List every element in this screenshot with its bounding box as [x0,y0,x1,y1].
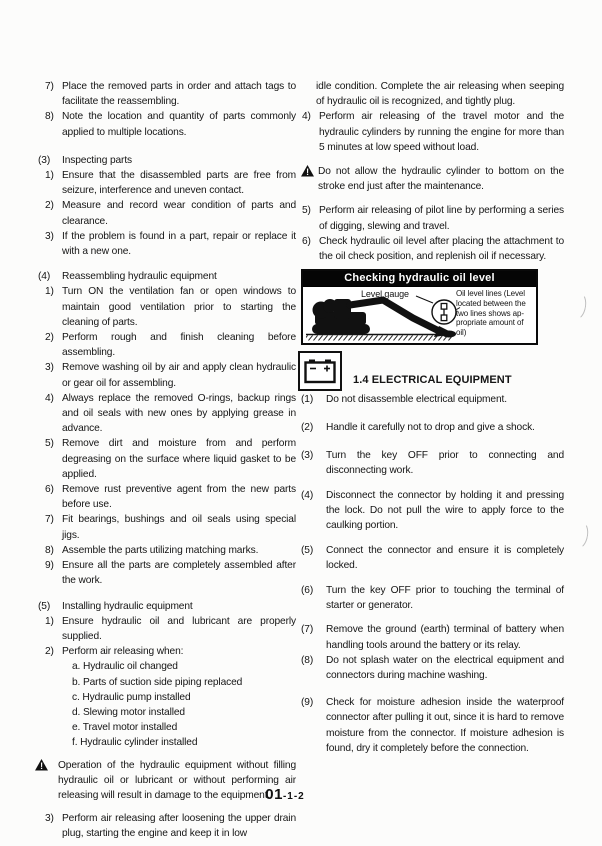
list-item [38,512,296,542]
item-text: Remove the ground (earth) terminal of battery when handling tools around the battery or its relay. [326,624,564,651]
item-number: 7) [45,81,54,92]
item-text: Remove rust preventive agent from the new parts before use. [62,484,296,511]
item-text: Perform rough and finish cleaning before assembling. [62,332,296,359]
item-number: (2) [301,422,314,434]
item-text: Assemble the parts utilizing matching marks. [62,544,259,556]
sub-list [38,659,296,750]
oil-level-figure [301,269,538,345]
item-number: (1) [301,394,314,406]
sub-list-item: e. Travel motor installed [72,722,178,734]
item-text: Remove washing oil by air and apply clean hydraulic or gear oil for assembling. [62,362,296,389]
sub-list-item: a. Hydraulic oil changed [72,661,178,673]
list-item [38,284,296,330]
item-number: (6) [301,585,314,597]
list-item [38,391,296,437]
section-title: Installing hydraulic equipment [62,600,193,612]
section-item [38,153,296,168]
item-text: If the problem is found in a part, repair or replace it with a new one. [62,230,296,258]
right-column-top [301,79,564,264]
item-number: 2) [45,646,54,658]
item-number: 3) [45,362,54,374]
svg-text:!: ! [306,167,309,178]
item-text: Connect the connector and ensure it is completely locked. [326,544,564,571]
battery-icon [298,351,342,391]
figure-caption-line: Oil level lines (Level [456,289,525,299]
warning-note [301,164,564,194]
item-number: 5) [45,438,54,450]
page-number-minor: -1-2 [282,791,305,802]
item-text: Perform air releasing of the travel motor and the hydraulic cylinders by running the engine for more than 5 minutes at low speed without load. [319,111,564,153]
section-item [38,269,296,284]
list-item [38,109,296,139]
item-text: Turn ON the ventilation fan or open windows to maintain good ventilation prior to starting the cleaning of parts. [62,286,296,328]
section-heading: 1.4 ELECTRICAL EQUIPMENT [353,374,512,387]
item-number: 4) [302,111,311,123]
item-text: Ensure hydraulic oil and lubricant are properly supplied. [62,615,296,642]
scan-artifact [567,291,589,322]
list-item [38,614,296,644]
section-item [38,599,296,614]
item-number: 2) [45,332,54,344]
item-number: 6) [45,484,54,496]
section-number: (4) [38,271,51,283]
list-item [38,229,296,259]
item-number: 1) [45,615,54,627]
item-text: Ensure that the disassembled parts are free from seizure, interference and uneven contact. [62,170,296,197]
sub-list-item: d. Slewing motor installed [72,706,185,718]
page-number [225,786,345,804]
item-text: Do not disassemble electrical equipment. [326,394,507,406]
item-text: Ensure all the parts are completely assembled after the work. [62,560,296,587]
item-text: Measure and record wear condition of parts and clearance. [62,200,296,227]
continuation-paragraph: idle condition. Complete the air releasing when seeping of hydraulic oil is recognized, and tightly plug. [316,81,564,108]
figure-caption [456,289,533,338]
list-item [301,695,564,756]
left-column [38,79,296,842]
item-text: Turn the key OFF prior to connecting and disconnecting work. [326,449,564,476]
item-number: 9) [45,560,54,572]
item-text: Perform air releasing after loosening the upper drain plug, starting the engine and keep it in low [62,813,296,840]
list-item [38,198,296,228]
item-number: 8) [45,544,54,556]
item-number: (9) [301,697,314,709]
list-item [301,488,564,534]
page-number-major: 01 [265,786,283,803]
item-text: Remove dirt and moisture from and perform degreasing on the surface where liquid gasket to be applied. [62,438,296,480]
level-gauge-label: Level gauge [361,289,409,300]
item-number: (4) [301,490,314,502]
item-text: Fit bearings, bushings and oil seals using special jigs. [62,514,296,541]
item-number: (8) [301,654,314,666]
item-number: (5) [301,544,314,556]
item-text: Check hydraulic oil level after placing the attachment to the oil check position, and replenish oil if necessary. [319,235,564,263]
item-number: (3) [301,449,314,461]
list-item [38,436,296,482]
list-item [301,622,564,652]
item-number: 5) [302,205,311,217]
list-item [38,644,296,659]
warning-text: Operation of the hydraulic equipment without filling hydraulic oil or lubricant or without performing air releasing will result in damage to the equipment. [58,759,296,801]
item-number: 2) [45,200,54,212]
list-item [38,330,296,360]
section-title: Reassembling hydraulic equipment [62,271,217,283]
item-number: 7) [45,514,54,526]
item-number: 3) [45,813,54,825]
item-text: Place the removed parts in order and attach tags to facilitate the reassembling. [62,81,296,108]
item-text: Perform air releasing of pilot line by performing a series of digging, slewing and travel. [319,205,564,232]
figure-caption-line: oil) [456,328,467,338]
list-item [301,109,564,155]
list-item [38,168,296,198]
electrical-section-header [301,351,564,391]
figure-caption-line: located between the [456,298,526,308]
figure-caption-line: two lines shows ap- [456,308,524,318]
item-number: 8) [45,111,54,123]
warning-text: Do not allow the hydraulic cylinder to bottom on the stroke end just after the maintenance. [318,166,564,193]
sub-list-item: c. Hydraulic pump installed [72,691,191,703]
item-number: 6) [302,235,311,247]
item-text: Note the location and quantity of parts commonly applied to multiple locations. [62,111,296,138]
item-number: 1) [45,286,54,298]
warning-icon [301,164,318,194]
item-text: Turn the key OFF prior to touching the terminal of starter or generator. [326,585,564,612]
list-item [301,392,564,407]
item-text: Handle it carefully not to drop and give a shock. [326,422,535,434]
list-item [38,482,296,512]
section-number: (5) [38,600,51,612]
list-item [301,234,564,264]
list-item [38,360,296,390]
right-column [301,79,564,756]
item-text: Disconnect the connector by holding it and pressing the lock. Do not pull the wire to apply force to the caulking portion. [326,490,564,532]
item-text: Do not splash water on the electrical equipment and connectors during machine washing. [326,654,564,682]
list-item [38,543,296,558]
section-title: Inspecting parts [62,154,132,166]
item-text: Always replace the removed O-rings, backup rings and oil seals with new ones by applying grease in advance. [62,392,296,435]
list-item [38,558,296,588]
list-item [38,811,296,841]
list-item [301,653,564,683]
figure-title: Checking hydraulic oil level [303,271,536,286]
warning-icon [35,758,58,804]
list-item [301,583,564,613]
list-item [301,543,564,573]
item-text: Check for moisture adhesion inside the waterproof connector after pulling it out, since it is hard to remove moisture from the connector. If moisture adhesion is found, dry it completely before the connection. [326,697,564,754]
list-item [38,79,296,109]
item-number: 3) [45,230,54,242]
sub-list-item: b. Parts of suction side piping replaced [72,676,243,688]
svg-text:!: ! [40,760,43,771]
list-item [301,420,564,435]
item-text: Perform air releasing when: [62,646,184,658]
sub-list-item: f. Hydraulic cylinder installed [72,737,198,749]
item-number: 1) [45,170,54,182]
item-number: 4) [45,392,54,404]
right-column-bottom [301,392,564,756]
list-item [301,448,564,478]
figure-illustration [303,286,536,343]
figure-caption-line: propriate amount of [456,318,524,328]
section-number: (3) [38,154,51,166]
item-number: (7) [301,624,314,636]
list-item [301,203,564,233]
scan-artifact [569,520,591,551]
